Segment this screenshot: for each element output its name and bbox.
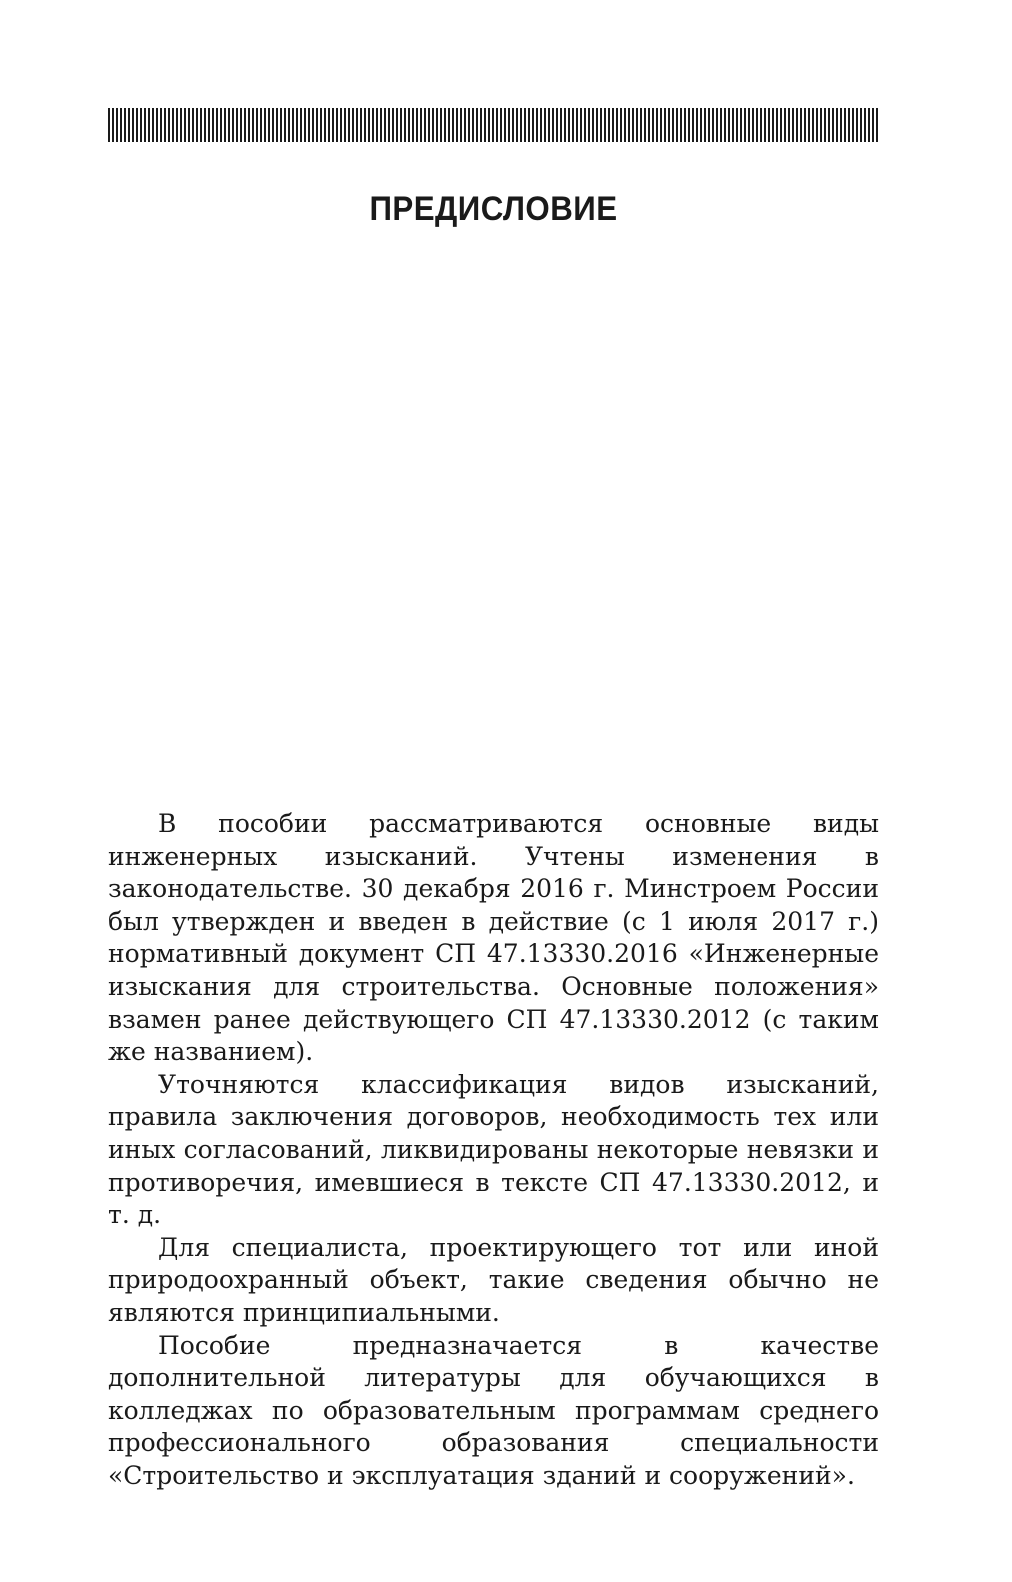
paragraph: Уточняются классификация видов изысканий, правила заключения договоров, необходимость тех или иных согласований, ликвидированы некоторые невязки и противоречия, имевшиеся в тексте СП 47.13330.2012, и т. д. [108, 1069, 879, 1230]
preface-body [108, 808, 879, 1492]
page-title: ПРЕДИСЛОВИЕ [369, 190, 618, 228]
decorative-header-rule [108, 108, 879, 142]
paragraph: Пособие предназначается в качестве дополнительной литературы для обучающихся в колледжах по образовательным программам среднего профессионального образования специальности «Строительство и эксплуатация зданий и сооружений». [108, 1330, 879, 1490]
paragraph: В пособии рассматриваются основные виды инженерных изысканий. Учтены изменения в законодательстве. 30 декабря 2016 г. Минстроем России был утвержден и введен в действие (с 1 июля 2017 г.) нормативный документ СП 47.13330.2016 «Инженерные изыскания для строительства. Основные положения» взамен ранее действующего СП 47.13330.2012 (с таким же названием). [108, 809, 879, 1067]
paragraph: Для специалиста, проектирующего тот или иной природоохранный объект, такие сведения обычно не являются принципиальными. [108, 1232, 879, 1327]
